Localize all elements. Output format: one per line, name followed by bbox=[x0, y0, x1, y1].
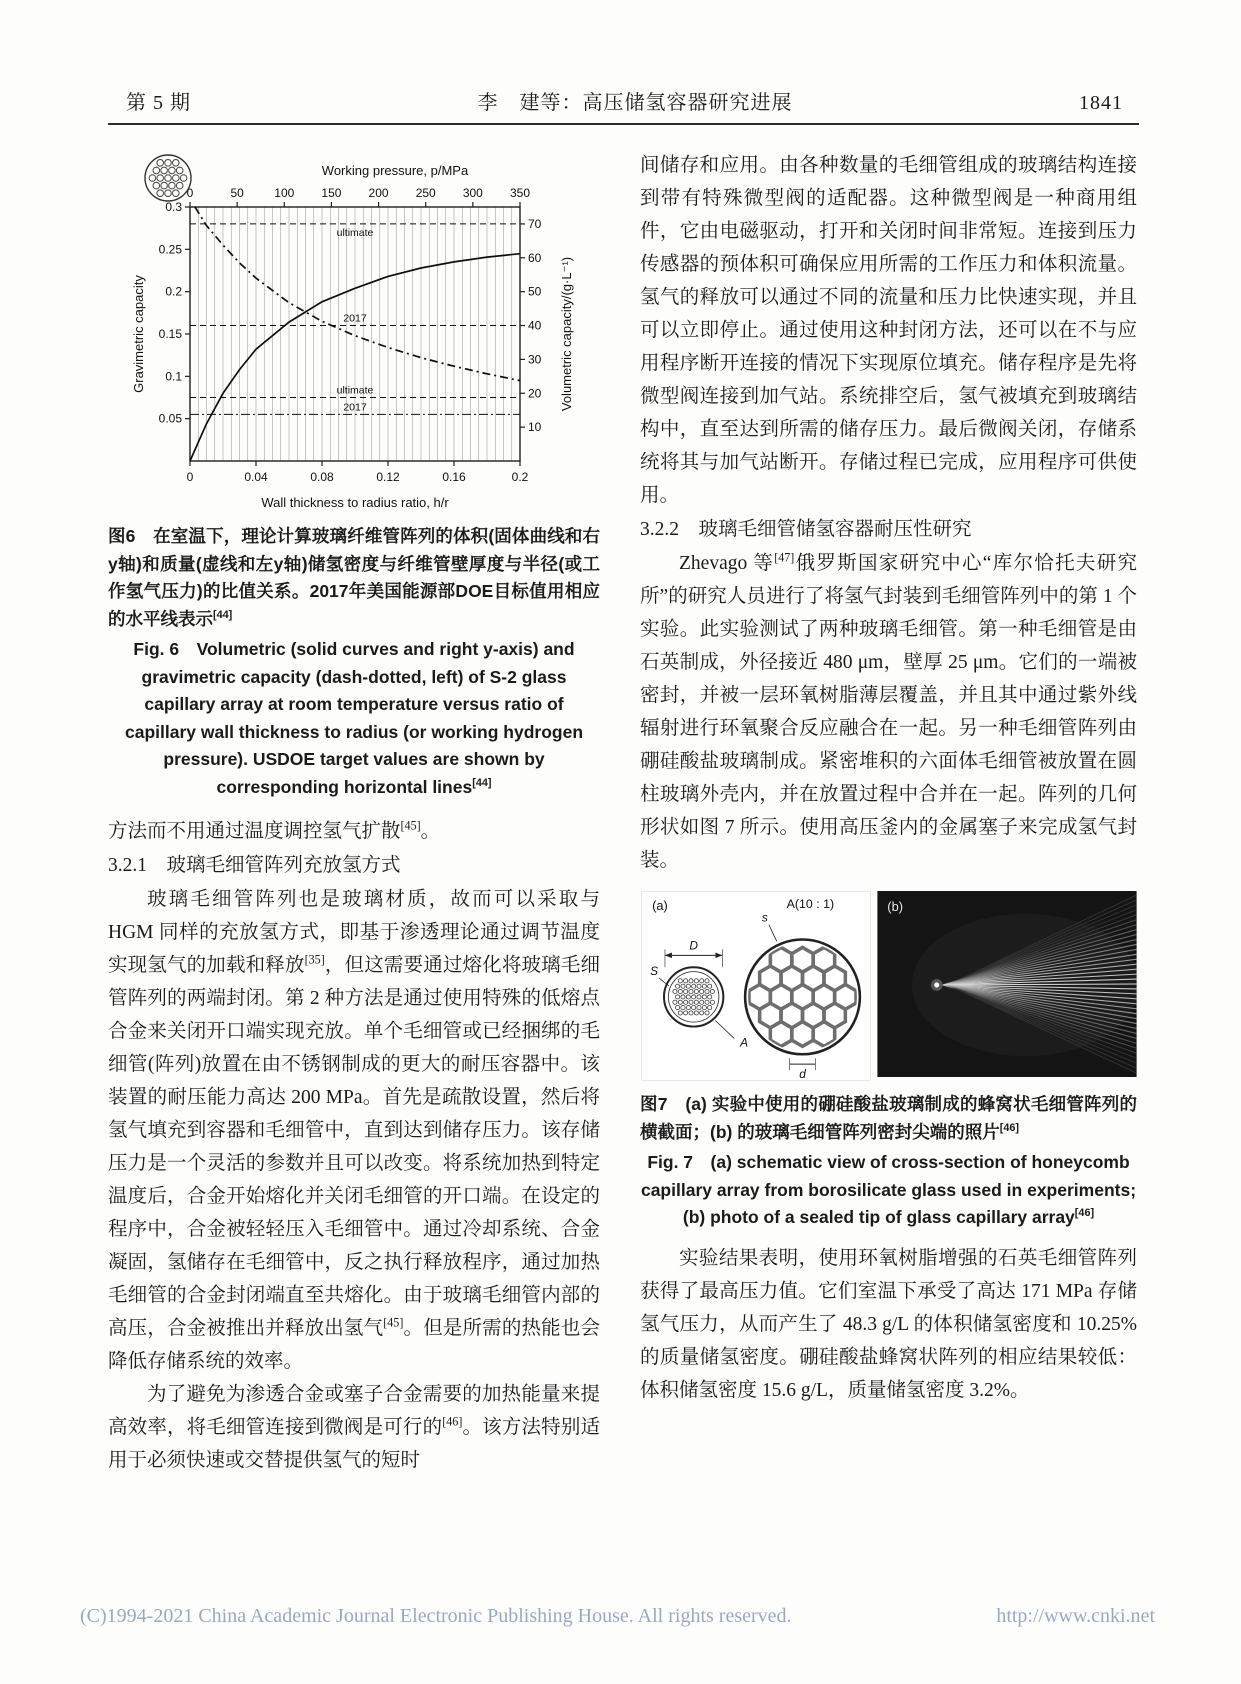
fig7b-photo-svg bbox=[877, 891, 1137, 1077]
svg-text:Gravimetric capacity: Gravimetric capacity bbox=[131, 275, 146, 393]
svg-text:60: 60 bbox=[528, 250, 542, 265]
svg-text:0.3: 0.3 bbox=[165, 200, 182, 214]
svg-text:A: A bbox=[739, 1035, 748, 1050]
svg-text:50: 50 bbox=[528, 284, 542, 299]
header-rule bbox=[108, 123, 1139, 125]
figure-6-caption-cn: 图6 在室温下，理论计算玻璃纤维管阵列的体积(固体曲线和右y轴)和质量(虚线和左y轴)储氢密度与纤维管壁厚度与半径(或工作氢气压力)的比值关系。2017年美国能源部DOE目标值用相应的水平线表示[44] bbox=[108, 526, 600, 629]
footer-url: http://www.cnki.net bbox=[996, 1605, 1155, 1627]
figure-7 bbox=[640, 891, 1137, 1232]
svg-text:30: 30 bbox=[528, 352, 542, 367]
svg-text:Wall thickness to radius ratio: Wall thickness to radius ratio, h/r bbox=[261, 495, 449, 510]
page-footer bbox=[80, 1605, 1155, 1628]
svg-text:Volumetric capacity/(g·L⁻¹): Volumetric capacity/(g·L⁻¹) bbox=[559, 256, 574, 412]
page-header bbox=[108, 86, 1139, 123]
svg-text:10: 10 bbox=[528, 420, 542, 435]
paragraph: 为了避免为渗透合金或塞子合金需要的加热能量来提高效率，将毛细管连接到微阀是可行的[46]。该方法特别适用于必须快速或交替提供氢气的短时 bbox=[108, 1384, 600, 1471]
svg-text:(a): (a) bbox=[651, 897, 668, 913]
svg-text:Working pressure, p/MPa: Working pressure, p/MPa bbox=[321, 163, 469, 178]
svg-text:0.04: 0.04 bbox=[244, 470, 268, 484]
svg-text:150: 150 bbox=[321, 186, 342, 200]
paragraph: Zhevago 等[47]俄罗斯国家研究中心“库尔恰托夫研究所”的研究人员进行了将氢气封装到毛细管阵列中的第 1 个实验。此实验测试了两种玻璃毛细管。第一种毛细管是由石英制成，外径接近 480 μm，壁厚 25 μm。它们的一端被密封，并被一层环氧树脂薄层覆盖，并且其中通过紫外线辐射进行环氧聚合反应融合在一起。另一种毛细管阵列由硼硅酸盐玻璃制成。紧密堆积的六面体毛细管被放置在圆柱玻璃外壳内，并在放置过程中合并在一起。阵列的几何形状如图 7 所示。使用高压釜内的金属塞子来完成氢气封装。 bbox=[640, 550, 1137, 871]
svg-text:0: 0 bbox=[186, 186, 194, 200]
figure-7-panels bbox=[640, 891, 1137, 1081]
svg-text:0.2: 0.2 bbox=[165, 284, 182, 299]
fig7a-schematic-svg bbox=[642, 892, 870, 1080]
svg-text:0.16: 0.16 bbox=[442, 470, 466, 484]
svg-text:0.25: 0.25 bbox=[158, 242, 182, 257]
figure-6-caption-en: Fig. 6 Volumetric (solid curves and right y-axis) and gravimetric capacity (dash-dotted, left) of S-2 glass capillary array at room temperature versus ratio of capillary wall thickness to radius (or working hydrogen pressure). USDOE target values are shown by corresponding horizontal lines[44] bbox=[124, 639, 584, 797]
svg-text:250: 250 bbox=[415, 186, 436, 200]
honeycomb-bundle-icon bbox=[145, 155, 191, 201]
svg-text:0.08: 0.08 bbox=[310, 470, 334, 484]
paragraph-continuation: 间储存和应用。由各种数量的毛细管组成的玻璃结构连接到带有特殊微型阀的适配器。这种微型阀是一种商用组件，它由电磁驱动，打开和关闭时间非常短。连接到压力传感器的预体积可确保应用所需的工作压力和体积流量。氢气的释放可以通过不同的流量和压力比快速实现，并且可以立即停止。通过使用这种封闭方法，还可以在不与应用程序断开连接的情况下实现原位填充。储存程序是先将微型阀连接到加气站。系统排空后，氢气被填充到玻璃结构中，直至达到所需的储存压力。最后微阀关闭，存储系统将其与加气站断开。存储过程已完成，应用程序可供使用。 bbox=[640, 155, 1137, 506]
svg-text:S: S bbox=[649, 964, 658, 979]
section-heading-3-2-2: 3.2.2 玻璃毛细管储氢容器耐压性研究 bbox=[640, 519, 972, 540]
paragraph: 实验结果表明，使用环氧树脂增强的石英毛细管阵列获得了最高压力值。它们室温下承受了高达 171 MPa 存储氢气压力，从而产生了 48.3 g/L 的体积储氢密度和 10.25%的质量储氢密度。硼硅酸盐蜂窝状阵列的相应结果较低：体积储氢密度 15.6 g/L，质量储氢密度 3.2%。 bbox=[640, 1247, 1137, 1401]
svg-text:200: 200 bbox=[368, 186, 389, 200]
svg-text:100: 100 bbox=[274, 186, 295, 200]
section-heading-3-2-1: 3.2.1 玻璃毛细管阵列充放氢方式 bbox=[108, 855, 401, 876]
figure-6-chart bbox=[108, 151, 600, 513]
svg-text:s: s bbox=[761, 910, 768, 925]
issue-label: 第 5 期 bbox=[126, 92, 191, 114]
svg-text:300: 300 bbox=[462, 186, 483, 200]
svg-text:70: 70 bbox=[528, 216, 542, 231]
figure-7a-schematic bbox=[641, 891, 871, 1081]
left-column bbox=[108, 149, 600, 1477]
svg-text:40: 40 bbox=[528, 318, 542, 333]
svg-text:2017: 2017 bbox=[343, 401, 367, 414]
fig6-chart-svg bbox=[128, 151, 580, 513]
figure-7-caption-en: Fig. 7 (a) schematic view of cross-section of honeycomb capillary array from borosilicate glass used in experiments; (b) photo of a sealed tip of glass capillary array[46] bbox=[640, 1152, 1137, 1227]
svg-text:0.12: 0.12 bbox=[376, 470, 400, 484]
svg-text:0.05: 0.05 bbox=[158, 411, 182, 426]
figure-7b-photo bbox=[877, 891, 1137, 1077]
svg-text:350: 350 bbox=[509, 186, 531, 200]
svg-text:ultimate: ultimate bbox=[336, 384, 374, 397]
running-title: 李 建等：高压储氢容器研究进展 bbox=[477, 92, 793, 114]
copyright-text: (C)1994-2021 China Academic Journal Electronic Publishing House. All rights reserved. bbox=[80, 1605, 792, 1627]
right-column bbox=[640, 149, 1137, 1477]
figure-7-caption-cn: 图7 (a) 实验中使用的硼硅酸盐玻璃制成的蜂窝状毛细管阵列的横截面；(b) 的玻璃毛细管阵列密封尖端的照片[46] bbox=[640, 1094, 1137, 1142]
svg-text:20: 20 bbox=[528, 386, 542, 401]
page-number: 1841 bbox=[1079, 92, 1123, 114]
figure-6 bbox=[108, 151, 600, 801]
paragraph-continuation: 方法而不用通过温度调控氢气扩散[45]。 bbox=[108, 818, 441, 842]
svg-text:D: D bbox=[688, 938, 698, 953]
svg-text:0: 0 bbox=[186, 470, 194, 484]
svg-text:0.15: 0.15 bbox=[158, 327, 182, 341]
svg-text:0.2: 0.2 bbox=[511, 470, 529, 484]
svg-text:d: d bbox=[798, 1067, 806, 1080]
svg-text:2017: 2017 bbox=[343, 312, 367, 325]
svg-text:ultimate: ultimate bbox=[336, 226, 374, 239]
svg-text:A(10 : 1): A(10 : 1) bbox=[786, 896, 834, 911]
svg-text:50: 50 bbox=[230, 186, 244, 200]
svg-text:(b): (b) bbox=[886, 898, 903, 914]
svg-text:0.1: 0.1 bbox=[165, 369, 182, 384]
paragraph: 玻璃毛细管阵列也是玻璃材质，故而可以采取与 HGM 同样的充放氢方式，即基于渗透理论通过调节温度实现氢气的加载和释放[35]，但这需要通过熔化将玻璃毛细管阵列的两端封闭。第 2 种方法是通过使用特殊的低熔点合金来关闭开口端实现充放。单个毛细管或已经捆绑的毛细管(阵列)放置在由不锈钢制成的更大的耐压容器中。该装置的耐压能力高达 200 MPa。首先是疏散设置，然后将氢气填充到容器和毛细管中，直到达到储存压力。该存储压力是一个灵活的参数并且可以改变。将系统加热到特定温度后，合金开始熔化并关闭毛细管的开口端。在设定的程序中，合金被轻轻压入毛细管中。通过冷却系统、合金凝固，氢储存在毛细管中，反之执行释放程序，通过加热毛细管的合金封闭端直至共熔化。由于玻璃毛细管内部的高压，合金被推出并释放出氢气[45]。但是所需的热能也会降低存储系统的效率。 bbox=[108, 889, 600, 1372]
two-column-body bbox=[108, 149, 1139, 1477]
